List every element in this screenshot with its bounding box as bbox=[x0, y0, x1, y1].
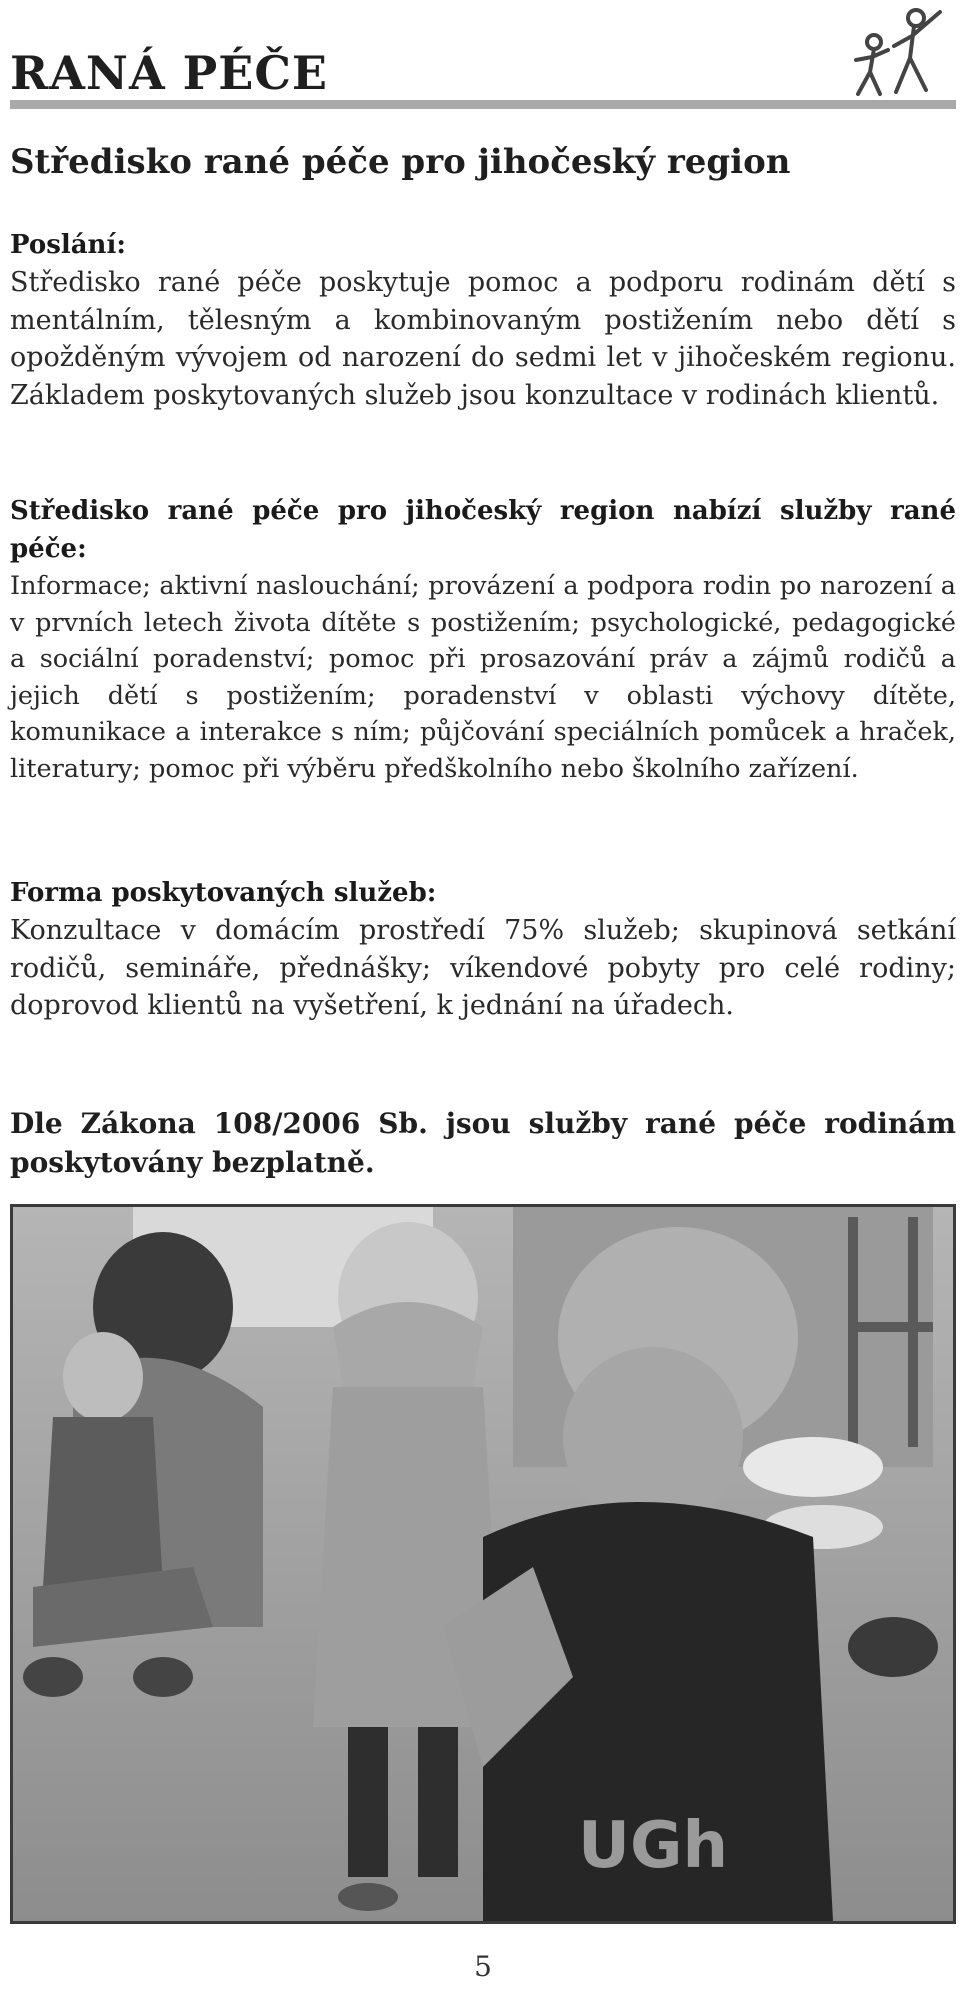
dancing-figures-logo-icon bbox=[844, 2, 956, 102]
children-photo bbox=[10, 1204, 956, 1924]
header-title: RANÁ PÉČE bbox=[10, 46, 328, 100]
page-number: 5 bbox=[474, 1950, 492, 1983]
section-header bbox=[10, 40, 956, 110]
services-text: Informace; aktivní naslouchání; provázení a podpora rodin po narození a v prvních letech života dítěte s postižením; psychologické, pedagogické a sociální poradenství; pomoc při prosazování práv a zájmů rodičů a jejich dětí s postižením; poradenství v oblasti výchovy dítěte, komunikace a interakce s ním; půjčování speciálních pomůcek a hraček, literatury; pomoc při výběru předškolního nebo školního zařízení. bbox=[10, 571, 956, 784]
header-rule bbox=[10, 100, 956, 109]
photo-illustration bbox=[13, 1207, 953, 1921]
mission-section bbox=[10, 226, 956, 414]
page-subtitle: Středisko rané péče pro jihočeský region bbox=[10, 142, 791, 182]
notice-section bbox=[10, 1104, 956, 1182]
shirt-print: UGh bbox=[578, 1809, 729, 1883]
notice-text: Dle Zákona 108/2006 Sb. jsou služby rané péče rodinám poskytovány bezplatně. bbox=[10, 1107, 956, 1179]
page bbox=[10, 0, 956, 1994]
form-section bbox=[10, 874, 956, 1025]
form-heading: Forma poskytovaných služeb: bbox=[10, 878, 437, 908]
services-section bbox=[10, 492, 956, 787]
mission-heading: Poslání: bbox=[10, 230, 126, 260]
services-heading: Středisko rané péče pro jihočeský region nabízí služby rané péče: bbox=[10, 496, 956, 564]
form-text: Konzultace v domácím prostředí 75% služeb; skupinová setkání rodičů, semináře, přednášky; víkendové pobyty pro celé rodiny; doprovod klientů na vyšetření, k jednání na úřadech. bbox=[10, 915, 956, 1021]
mission-text: Středisko rané péče poskytuje pomoc a podporu rodinám dětí s mentálním, tělesným a kombinovaným postižením nebo dětí s opožděným vývojem od narození do sedmi let v jihočeském regionu. Základem poskytovaných služeb jsou konzultace v rodinách klientů. bbox=[10, 267, 956, 411]
